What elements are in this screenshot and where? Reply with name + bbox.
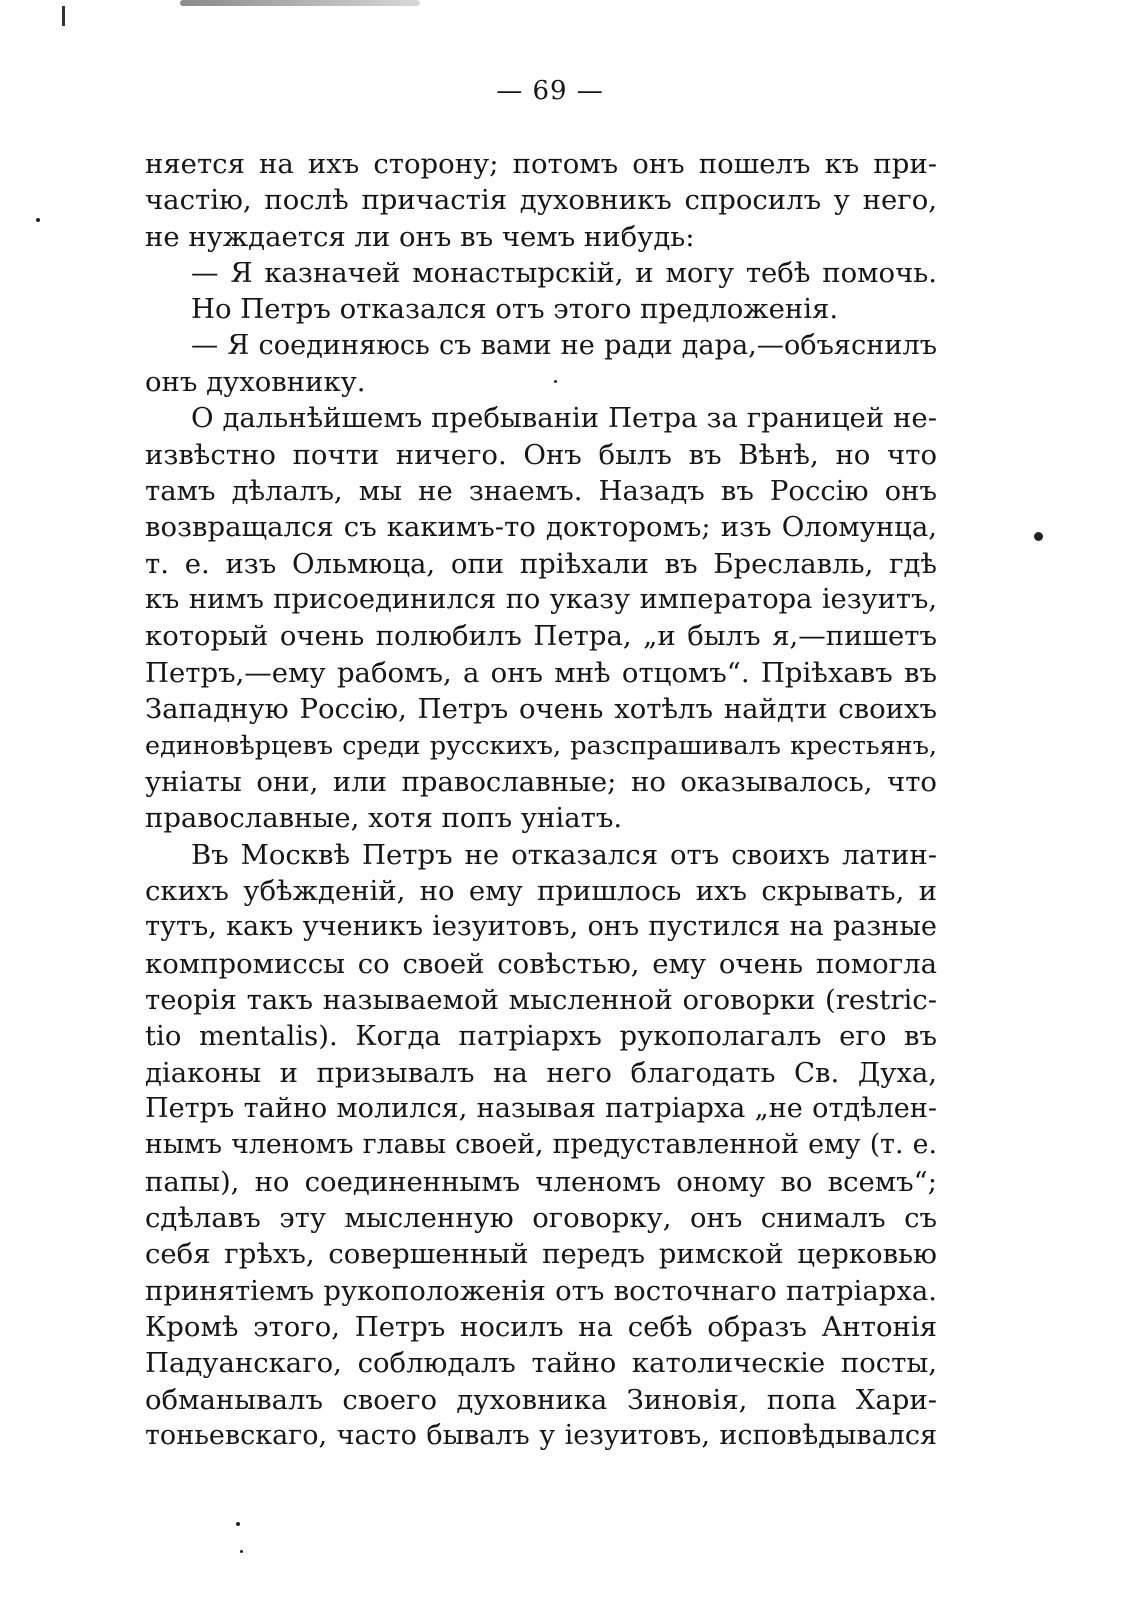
text-line: нымъ членомъ главы своей, предуставленной ему (т. е. [145, 1129, 937, 1161]
text-line: папы), но соединеннымъ членомъ оному во всемъ“; [145, 1165, 937, 1198]
text-line: обманывалъ своего духовника Зиновія, попа Хари- [145, 1383, 937, 1416]
page-number: — 69 — [496, 76, 604, 106]
text-line: — Я казначей монастырскій, и могу тебѣ помочь. [191, 257, 937, 290]
margin-speck [36, 218, 40, 222]
margin-speck [1034, 532, 1043, 541]
text-line: себя грѣхъ, совершенный передъ римской церковью [145, 1238, 937, 1271]
text-line: компромиссы со своей совѣстью, ему очень помогла [145, 947, 937, 980]
text-line: возвращался съ какимъ-то докторомъ; изъ Оломунца, [145, 511, 937, 544]
text-line: православные, хотя попъ уніатъ. [145, 802, 623, 835]
top-edge-smudge [180, 0, 420, 6]
text-line: Въ Москвѣ Петръ не отказался отъ своихъ латин- [191, 838, 937, 871]
text-line: Но Петръ отказался отъ этого предложенія. [191, 293, 839, 326]
text-line: діаконы и призывалъ на него благодать Св. Духа, [145, 1056, 937, 1089]
text-line: — Я соединяюсь съ вами не ради дара,—объяснилъ [191, 329, 937, 361]
text-line: Петръ тайно молился, называя патріарха „не отдѣлен- [145, 1092, 937, 1124]
body-text [145, 146, 937, 1454]
text-line: теорія такъ называемой мысленной оговорки (restric- [145, 983, 937, 1016]
text-line: не нуждается ли онъ въ чемъ нибудь: [145, 220, 695, 253]
text-line: къ нимъ присоединился по указу императора іезуитъ, [145, 584, 937, 616]
margin-speck [236, 1522, 240, 1526]
text-line: О дальнѣйшемъ пребываніи Петра за границей не- [191, 402, 937, 435]
text-line: т. е. изъ Ольмюца, опи пріѣхали въ Бреславль, гдѣ [145, 547, 937, 580]
margin-speck [240, 1550, 243, 1553]
text-line: тоньевскаго, часто бывалъ у іезуитовъ, исповѣдывался [145, 1420, 937, 1452]
text-line: няется на ихъ сторону; потомъ онъ пошелъ къ при- [145, 148, 937, 180]
text-line: частію, послѣ причастія духовникъ спросилъ у него, [145, 184, 937, 217]
text-line: Петръ,—ему рабомъ, а онъ мнѣ отцомъ“. Пріѣхавъ въ [145, 656, 937, 689]
text-line: скихъ убѣжденій, но ему пришлось ихъ скрывать, и [145, 874, 937, 907]
text-line: сдѣлавъ эту мысленную оговорку, онъ снималъ съ [145, 1201, 937, 1234]
text-line: tio mentalis). Когда патріархъ рукополагалъ его въ [145, 1020, 937, 1053]
text-line: Падуанскаго, соблюдалъ тайно католическіе посты, [145, 1347, 937, 1380]
text-line: онъ духовнику. [145, 366, 366, 399]
text-line: уніаты они, или православные; но оказывалось, что [145, 765, 937, 798]
text-line: тутъ, какъ ученикъ іезуитовъ, онъ пустился на разные [145, 911, 937, 943]
left-margin-mark [62, 6, 65, 26]
text-line: принятіемъ рукоположенія отъ восточнаго патріарха. [145, 1274, 937, 1307]
margin-speck [554, 380, 557, 383]
text-line: единовѣрцевъ среди русскихъ, разспрашивалъ крестьянъ, [145, 730, 937, 761]
text-line: Западную Россію, Петръ очень хотѣлъ найдти своихъ [145, 693, 937, 726]
text-line: тамъ дѣлалъ, мы не знаемъ. Назадъ въ Россію онъ [145, 475, 937, 508]
text-line: извѣстно почти ничего. Онъ былъ въ Вѣнѣ, но что [145, 438, 937, 471]
text-line: Кромѣ этого, Петръ носилъ на себѣ образъ Антонія [145, 1311, 937, 1343]
text-line: который очень полюбилъ Петра, „и былъ я,—пишетъ [145, 620, 937, 653]
